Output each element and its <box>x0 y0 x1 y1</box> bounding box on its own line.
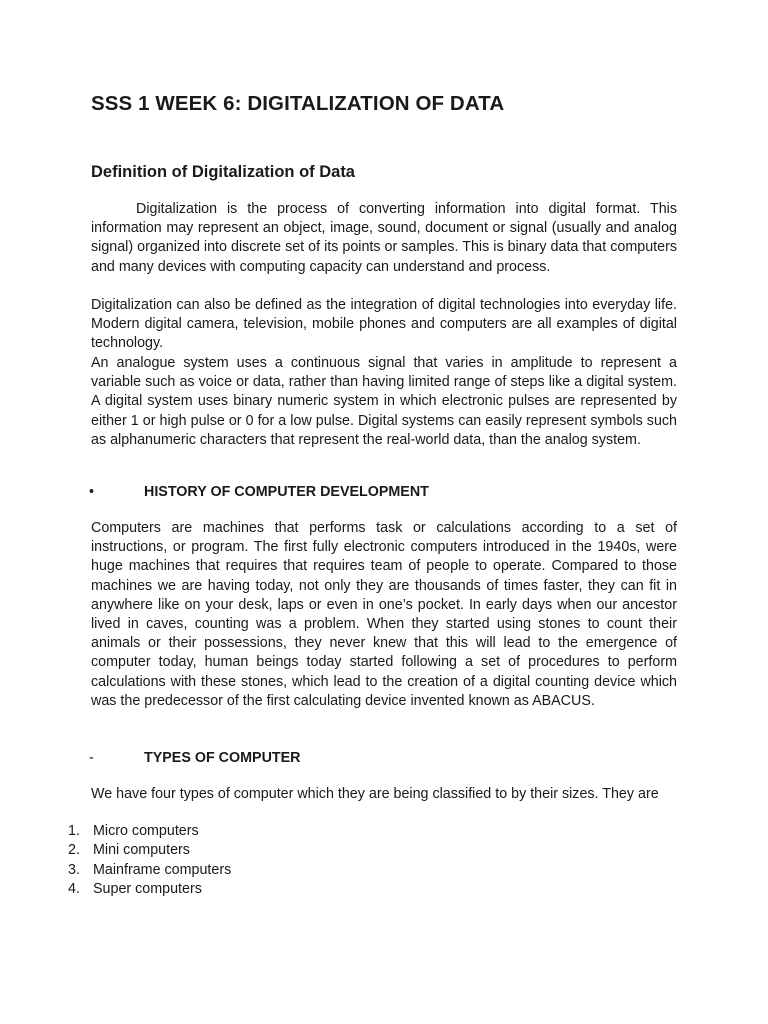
types-paragraph: We have four types of computer which they are being classified to by their sizes. They are <box>91 786 659 802</box>
list-item-number: 2. <box>68 842 80 859</box>
definition-heading: Definition of Digitalization of Data <box>91 163 355 181</box>
types-heading-label: TYPES OF COMPUTER <box>144 750 301 766</box>
list-item-label: Micro computers <box>93 823 199 839</box>
list-item-number: 1. <box>68 823 80 839</box>
definition-paragraph-3: An analogue system uses a continuous signal that varies in amplitude to represent a variable such as voice or data, rather than having limited range of steps like a digital system. A digital system uses binary numeric system in which electronic pulses are represented by either 1 or high pulse or 0 for a low pulse. Digital systems can easily represent symbols such as alphanumeric characters that represent the real-world data, than the analog system. <box>91 355 677 448</box>
list-item-label: Mainframe computers <box>93 861 232 878</box>
dash-marker: - <box>89 750 94 766</box>
page-title: SSS 1 WEEK 6: DIGITALIZATION OF DATA <box>91 92 505 115</box>
list-item-number: 4. <box>68 881 80 898</box>
definition-paragraph-2: Digitalization can also be defined as the integration of digital technologies into everyday life. Modern digital camera, television, mobile phones and computers are all examples of digital technology. <box>91 297 677 352</box>
history-heading-label: HISTORY OF COMPUTER DEVELOPMENT <box>144 484 429 500</box>
list-item-label: Mini computers <box>93 842 190 859</box>
list-item-label: Super computers <box>93 881 202 898</box>
definition-paragraph-1: Digitalization is the process of converting information into digital format. This information may represent an object, image, sound, document or signal (usually and analog signal) organized into discrete set of its points or samples. This is binary data that computers and many devices with computing capacity can understand and process. <box>91 201 677 275</box>
history-paragraph: Computers are machines that performs task or calculations according to a set of instructions, or program. The first fully electronic computers introduced in the 1940s, were huge machines that requires that requires team of people to operate. Compared to those machines we are having today, not only they are thousands of times faster, they can fit in anywhere like on your desk, laps or even in one’s pocket. In early days when our ancestor lived in caves, counting was a problem. When they started using stones to count their animals or their possessions, they never knew that this will lead to the emergence of computer today, human beings today started following a set of procedures to perform calculations with these stones, which lead to the creation of a digital counting device which was the predecessor of the first calculating device invented known as ABACUS. <box>91 520 677 709</box>
list-item-number: 3. <box>68 861 80 878</box>
bullet-marker: • <box>89 484 95 500</box>
